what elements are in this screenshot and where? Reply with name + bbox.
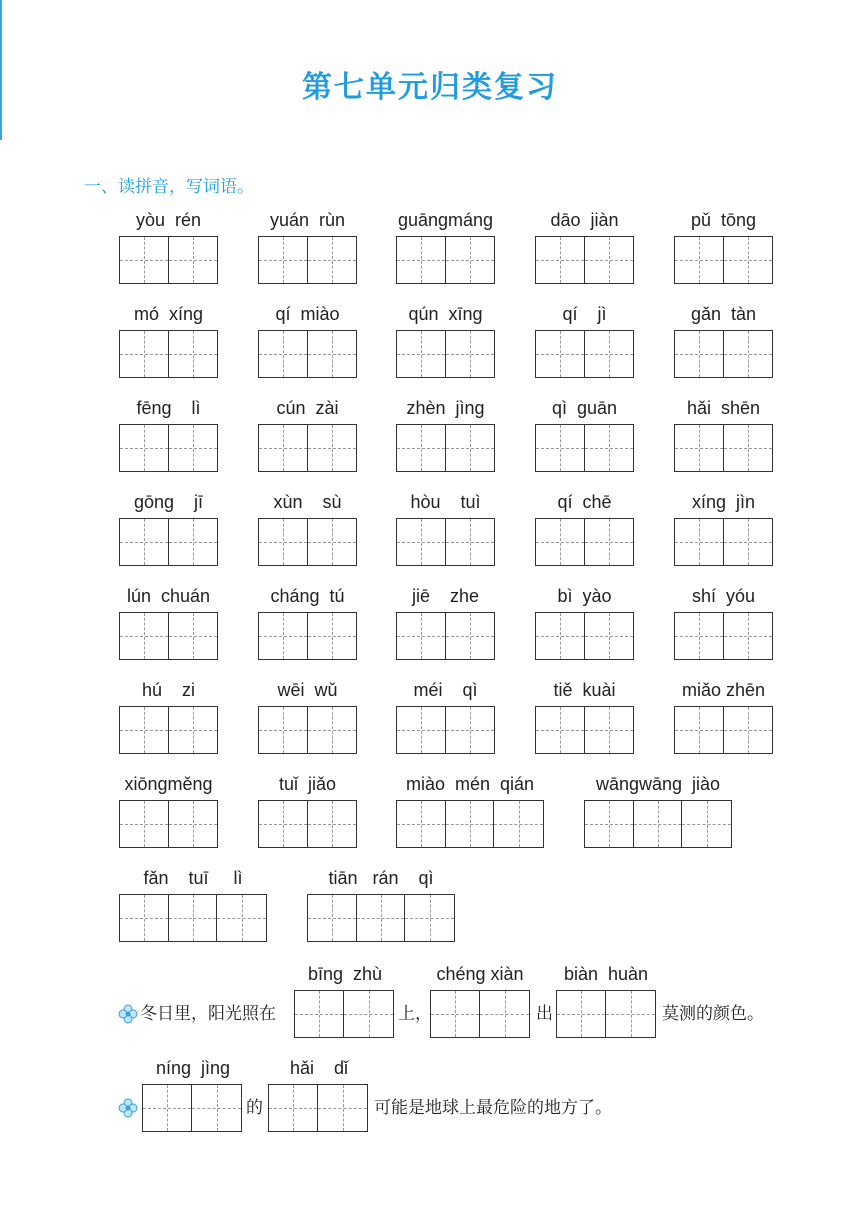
pinyin-label: tuǐ jiǎo xyxy=(278,774,337,794)
char-cell[interactable] xyxy=(634,801,683,847)
writing-box[interactable] xyxy=(119,612,218,660)
pinyin-label: miào mén qián xyxy=(405,774,535,794)
char-cell[interactable] xyxy=(169,707,218,753)
writing-box[interactable] xyxy=(674,236,773,284)
char-cell[interactable] xyxy=(120,519,169,565)
char-cell[interactable] xyxy=(259,519,308,565)
writing-box[interactable] xyxy=(535,612,634,660)
char-cell[interactable] xyxy=(724,519,773,565)
char-cell[interactable] xyxy=(724,237,773,283)
char-cell[interactable] xyxy=(308,895,357,941)
pinyin-label: qún xīng xyxy=(408,304,483,324)
char-cell[interactable] xyxy=(724,707,773,753)
char-cell[interactable] xyxy=(308,519,357,565)
char-cell[interactable] xyxy=(536,237,585,283)
char-cell[interactable] xyxy=(120,425,169,471)
char-cell[interactable] xyxy=(308,707,357,753)
char-cell[interactable] xyxy=(120,331,169,377)
char-cell[interactable] xyxy=(259,801,308,847)
writing-box[interactable] xyxy=(119,236,218,284)
char-cell[interactable] xyxy=(259,613,308,659)
pinyin-label: hǎi shēn xyxy=(686,398,761,418)
pinyin-label: wāngwāng jiào xyxy=(595,774,721,794)
pinyin-label: pǔ tōng xyxy=(690,210,757,230)
char-cell[interactable] xyxy=(585,425,634,471)
char-cell[interactable] xyxy=(397,519,446,565)
char-cell[interactable] xyxy=(446,707,495,753)
char-cell[interactable] xyxy=(675,613,724,659)
char-cell[interactable] xyxy=(120,613,169,659)
char-cell[interactable] xyxy=(446,331,495,377)
pinyin-label: chéng xiàn xyxy=(436,964,524,984)
writing-box[interactable] xyxy=(535,424,634,472)
char-cell[interactable] xyxy=(446,801,495,847)
char-cell[interactable] xyxy=(536,331,585,377)
char-cell[interactable] xyxy=(675,237,724,283)
writing-box[interactable] xyxy=(258,236,357,284)
char-cell[interactable] xyxy=(585,331,634,377)
char-cell[interactable] xyxy=(724,425,773,471)
char-cell[interactable] xyxy=(724,331,773,377)
pinyin-label: wēi wǔ xyxy=(277,680,338,700)
writing-box[interactable] xyxy=(556,990,656,1038)
char-cell[interactable] xyxy=(120,895,169,941)
char-cell[interactable] xyxy=(585,613,634,659)
pinyin-label: xiōngměng xyxy=(124,774,213,794)
pinyin-label: yòu rén xyxy=(135,210,202,230)
char-cell[interactable] xyxy=(120,237,169,283)
writing-box[interactable] xyxy=(674,612,773,660)
char-cell[interactable] xyxy=(169,801,218,847)
writing-box[interactable] xyxy=(674,330,773,378)
pinyin-label: bì yào xyxy=(557,586,612,606)
writing-box[interactable] xyxy=(396,612,495,660)
writing-box[interactable] xyxy=(268,1084,368,1132)
writing-box[interactable] xyxy=(119,424,218,472)
writing-box[interactable] xyxy=(674,518,773,566)
char-cell[interactable] xyxy=(397,707,446,753)
pinyin-label: lún chuán xyxy=(126,586,211,606)
char-cell[interactable] xyxy=(494,801,543,847)
char-cell[interactable] xyxy=(675,331,724,377)
sentence2-text-2: 可能是地球上最危险的地方了。 xyxy=(374,1098,612,1118)
char-cell[interactable] xyxy=(357,895,406,941)
pinyin-label: xùn sù xyxy=(273,492,342,512)
char-cell[interactable] xyxy=(536,425,585,471)
writing-box[interactable] xyxy=(142,1084,242,1132)
writing-box[interactable] xyxy=(535,706,634,754)
writing-box[interactable] xyxy=(396,424,495,472)
char-cell[interactable] xyxy=(446,425,495,471)
pinyin-label: fǎn tuī lì xyxy=(143,868,243,888)
writing-box[interactable] xyxy=(535,330,634,378)
writing-box[interactable] xyxy=(307,894,455,942)
char-cell[interactable] xyxy=(308,801,357,847)
char-cell[interactable] xyxy=(675,707,724,753)
char-cell[interactable] xyxy=(259,331,308,377)
writing-box[interactable] xyxy=(674,706,773,754)
writing-box[interactable] xyxy=(430,990,530,1038)
pinyin-label: gǎn tàn xyxy=(690,304,757,324)
char-cell[interactable] xyxy=(169,895,218,941)
char-cell[interactable] xyxy=(585,707,634,753)
pinyin-label: hǎi dǐ xyxy=(289,1058,349,1078)
pinyin-label: méi qì xyxy=(413,680,478,700)
page-title: 第七单元归类复习 xyxy=(302,70,558,105)
writing-box[interactable] xyxy=(674,424,773,472)
char-cell[interactable] xyxy=(724,613,773,659)
sentence1-text-2: 上， xyxy=(398,1004,432,1024)
pinyin-label: qí chē xyxy=(557,492,612,512)
writing-box[interactable] xyxy=(396,330,495,378)
pinyin-label: hòu tuì xyxy=(410,492,481,512)
writing-box[interactable] xyxy=(258,612,357,660)
pinyin-label: shí yóu xyxy=(691,586,756,606)
writing-box[interactable] xyxy=(258,424,357,472)
pinyin-label: biàn huàn xyxy=(563,964,649,984)
char-cell[interactable] xyxy=(536,519,585,565)
writing-box[interactable] xyxy=(119,894,267,942)
char-cell[interactable] xyxy=(217,895,266,941)
char-cell[interactable] xyxy=(397,425,446,471)
flower-icon xyxy=(118,1098,138,1118)
pinyin-label: zhèn jìng xyxy=(406,398,485,418)
writing-box[interactable] xyxy=(535,518,634,566)
char-cell[interactable] xyxy=(536,707,585,753)
writing-box[interactable] xyxy=(258,518,357,566)
sentence1-text-3: 出 xyxy=(536,1004,553,1024)
writing-box[interactable] xyxy=(258,330,357,378)
writing-box[interactable] xyxy=(294,990,394,1038)
section-heading: 一、读拼音，写词语。 xyxy=(84,177,254,197)
pinyin-label: guāngmáng xyxy=(397,210,494,230)
char-cell[interactable] xyxy=(169,237,218,283)
char-cell[interactable] xyxy=(120,801,169,847)
writing-box[interactable] xyxy=(584,800,732,848)
sentence1-text-4: 莫测的颜色。 xyxy=(662,1004,764,1024)
pinyin-label: qí jì xyxy=(562,304,607,324)
pinyin-label: jiē zhe xyxy=(411,586,480,606)
writing-box[interactable] xyxy=(119,706,218,754)
flower-icon xyxy=(118,1004,138,1024)
writing-box[interactable] xyxy=(396,518,495,566)
pinyin-label: hú zi xyxy=(141,680,196,700)
char-cell[interactable] xyxy=(259,425,308,471)
pinyin-label: yuán rùn xyxy=(269,210,346,230)
char-cell[interactable] xyxy=(308,237,357,283)
sentence2-text-1: 的 xyxy=(246,1098,263,1118)
char-cell[interactable] xyxy=(397,237,446,283)
pinyin-label: mó xíng xyxy=(133,304,204,324)
pinyin-label: dāo jiàn xyxy=(550,210,619,230)
pinyin-label: qì guān xyxy=(551,398,618,418)
char-cell[interactable] xyxy=(259,237,308,283)
writing-box[interactable] xyxy=(396,800,544,848)
char-cell[interactable] xyxy=(446,237,495,283)
char-cell[interactable] xyxy=(308,425,357,471)
pinyin-label: xíng jìn xyxy=(691,492,756,512)
pinyin-label: fēng lì xyxy=(136,398,201,418)
pinyin-label: qí miào xyxy=(275,304,340,324)
char-cell[interactable] xyxy=(682,801,731,847)
char-cell[interactable] xyxy=(169,613,218,659)
writing-box[interactable] xyxy=(396,236,495,284)
char-cell[interactable] xyxy=(446,613,495,659)
writing-box[interactable] xyxy=(396,706,495,754)
writing-box[interactable] xyxy=(258,706,357,754)
char-cell[interactable] xyxy=(397,331,446,377)
char-cell[interactable] xyxy=(585,519,634,565)
writing-box[interactable] xyxy=(535,236,634,284)
pinyin-label: cún zài xyxy=(276,398,339,418)
char-cell[interactable] xyxy=(308,331,357,377)
char-cell[interactable] xyxy=(405,895,454,941)
char-cell[interactable] xyxy=(446,519,495,565)
pinyin-label: miǎo zhēn xyxy=(681,680,766,700)
sentence1-text-1: 冬日里，阳光照在 xyxy=(140,1004,276,1024)
char-cell[interactable] xyxy=(259,707,308,753)
writing-box[interactable] xyxy=(119,518,218,566)
pinyin-label: cháng tú xyxy=(270,586,345,606)
char-cell[interactable] xyxy=(169,331,218,377)
writing-box[interactable] xyxy=(119,800,218,848)
writing-box[interactable] xyxy=(119,330,218,378)
char-cell[interactable] xyxy=(169,519,218,565)
pinyin-label: níng jìng xyxy=(155,1058,231,1078)
char-cell[interactable] xyxy=(308,613,357,659)
pinyin-label: tiě kuài xyxy=(553,680,616,700)
char-cell[interactable] xyxy=(397,613,446,659)
writing-box[interactable] xyxy=(258,800,357,848)
char-cell[interactable] xyxy=(536,613,585,659)
pinyin-label: tiān rán qì xyxy=(328,868,434,888)
char-cell[interactable] xyxy=(585,237,634,283)
char-cell[interactable] xyxy=(675,425,724,471)
char-cell[interactable] xyxy=(120,707,169,753)
char-cell[interactable] xyxy=(675,519,724,565)
char-cell[interactable] xyxy=(397,801,446,847)
pinyin-label: gōng jī xyxy=(133,492,204,512)
pinyin-label: bīng zhù xyxy=(307,964,383,984)
char-cell[interactable] xyxy=(169,425,218,471)
char-cell[interactable] xyxy=(585,801,634,847)
